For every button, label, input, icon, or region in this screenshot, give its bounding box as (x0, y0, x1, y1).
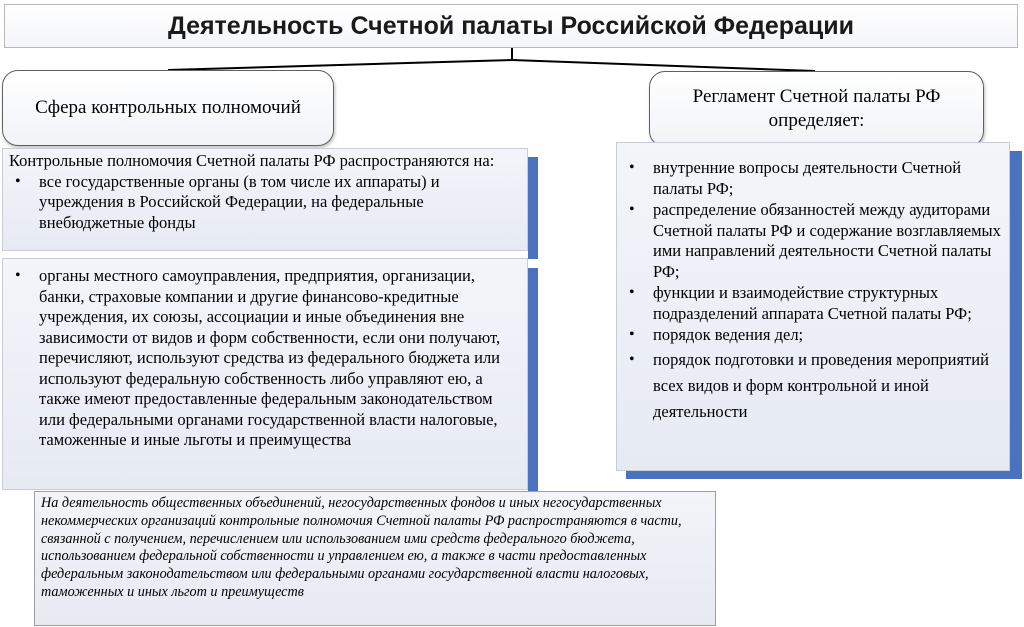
note-box (34, 491, 716, 626)
scope-item: • все государственные органы (в том числе их аппараты) и учреждения в Российской Федерации, на федеральные внебюджетные фонды (9, 172, 521, 234)
left-header-label: Сфера контрольных полномочий (35, 97, 301, 118)
regulation-list (623, 158, 1001, 425)
title-box (4, 4, 1018, 48)
panel3-shadow (1010, 151, 1022, 479)
right-header-box (649, 71, 984, 147)
scope-list-1 (9, 172, 521, 234)
regulation-panel (616, 142, 1010, 471)
regulation-item: • порядок ведения дел; (623, 325, 1001, 346)
panel3-shadow-bottom (626, 471, 1022, 479)
scope-item: • органы местного самоуправления, предприятия, организации, банки, страховые компании и другие финансово-кредитные учреждения, их союзы, ассоциации и иные объединения вне зависимости от видов и форм собственности, если они получают, перечисляют, используют средства из федерального бюджета или используют федеральную собственность либо управляют ею, а также имеют предоставленные федеральным законодательством или федеральными органами государственной власти налоговые, таможенные и иные льготы и преимущества (9, 266, 521, 451)
regulation-item: • порядок подготовки и проведения мероприятий всех видов и форм контрольной и иной деятельности (623, 347, 1001, 425)
right-header-label: Регламент Счетной палаты РФ определяет: (692, 86, 941, 131)
scope-intro: Контрольные полномочия Счетной палаты РФ распространяются на: (9, 151, 495, 170)
regulation-item: • внутренние вопросы деятельности Счетной палаты РФ; (623, 158, 1001, 199)
left-header-box (2, 70, 334, 146)
scope-list-2 (9, 266, 521, 451)
scope-panel-2 (2, 258, 528, 490)
regulation-item: • распределение обязанностей между аудиторами Счетной палаты РФ и содержание возглавляемых ими направлений деятельности Счетной палаты РФ; (623, 200, 1001, 282)
regulation-item: • функции и взаимодействие структурных подразделений аппарата Счетной палаты РФ; (623, 283, 1001, 324)
panel1-shadow (528, 157, 538, 259)
page-title: Деятельность Счетной палаты Российской Федерации (167, 11, 855, 40)
panel2-shadow (528, 268, 538, 499)
scope-panel-1 (2, 148, 528, 251)
note-text: На деятельность общественных объединений, негосударственных фондов и иных негосударственных некоммерческих организаций контрольные полномочия Счетной палаты РФ распространяются в части, связанной с получением, перечислением или использованием ими средств федерального бюджета, использованием федеральной собственности и управлением ею, а также в части предоставленных федеральным законодательством или федеральными органами государственной власти налоговых, таможенных и иных льгот и преимуществ (41, 495, 682, 600)
